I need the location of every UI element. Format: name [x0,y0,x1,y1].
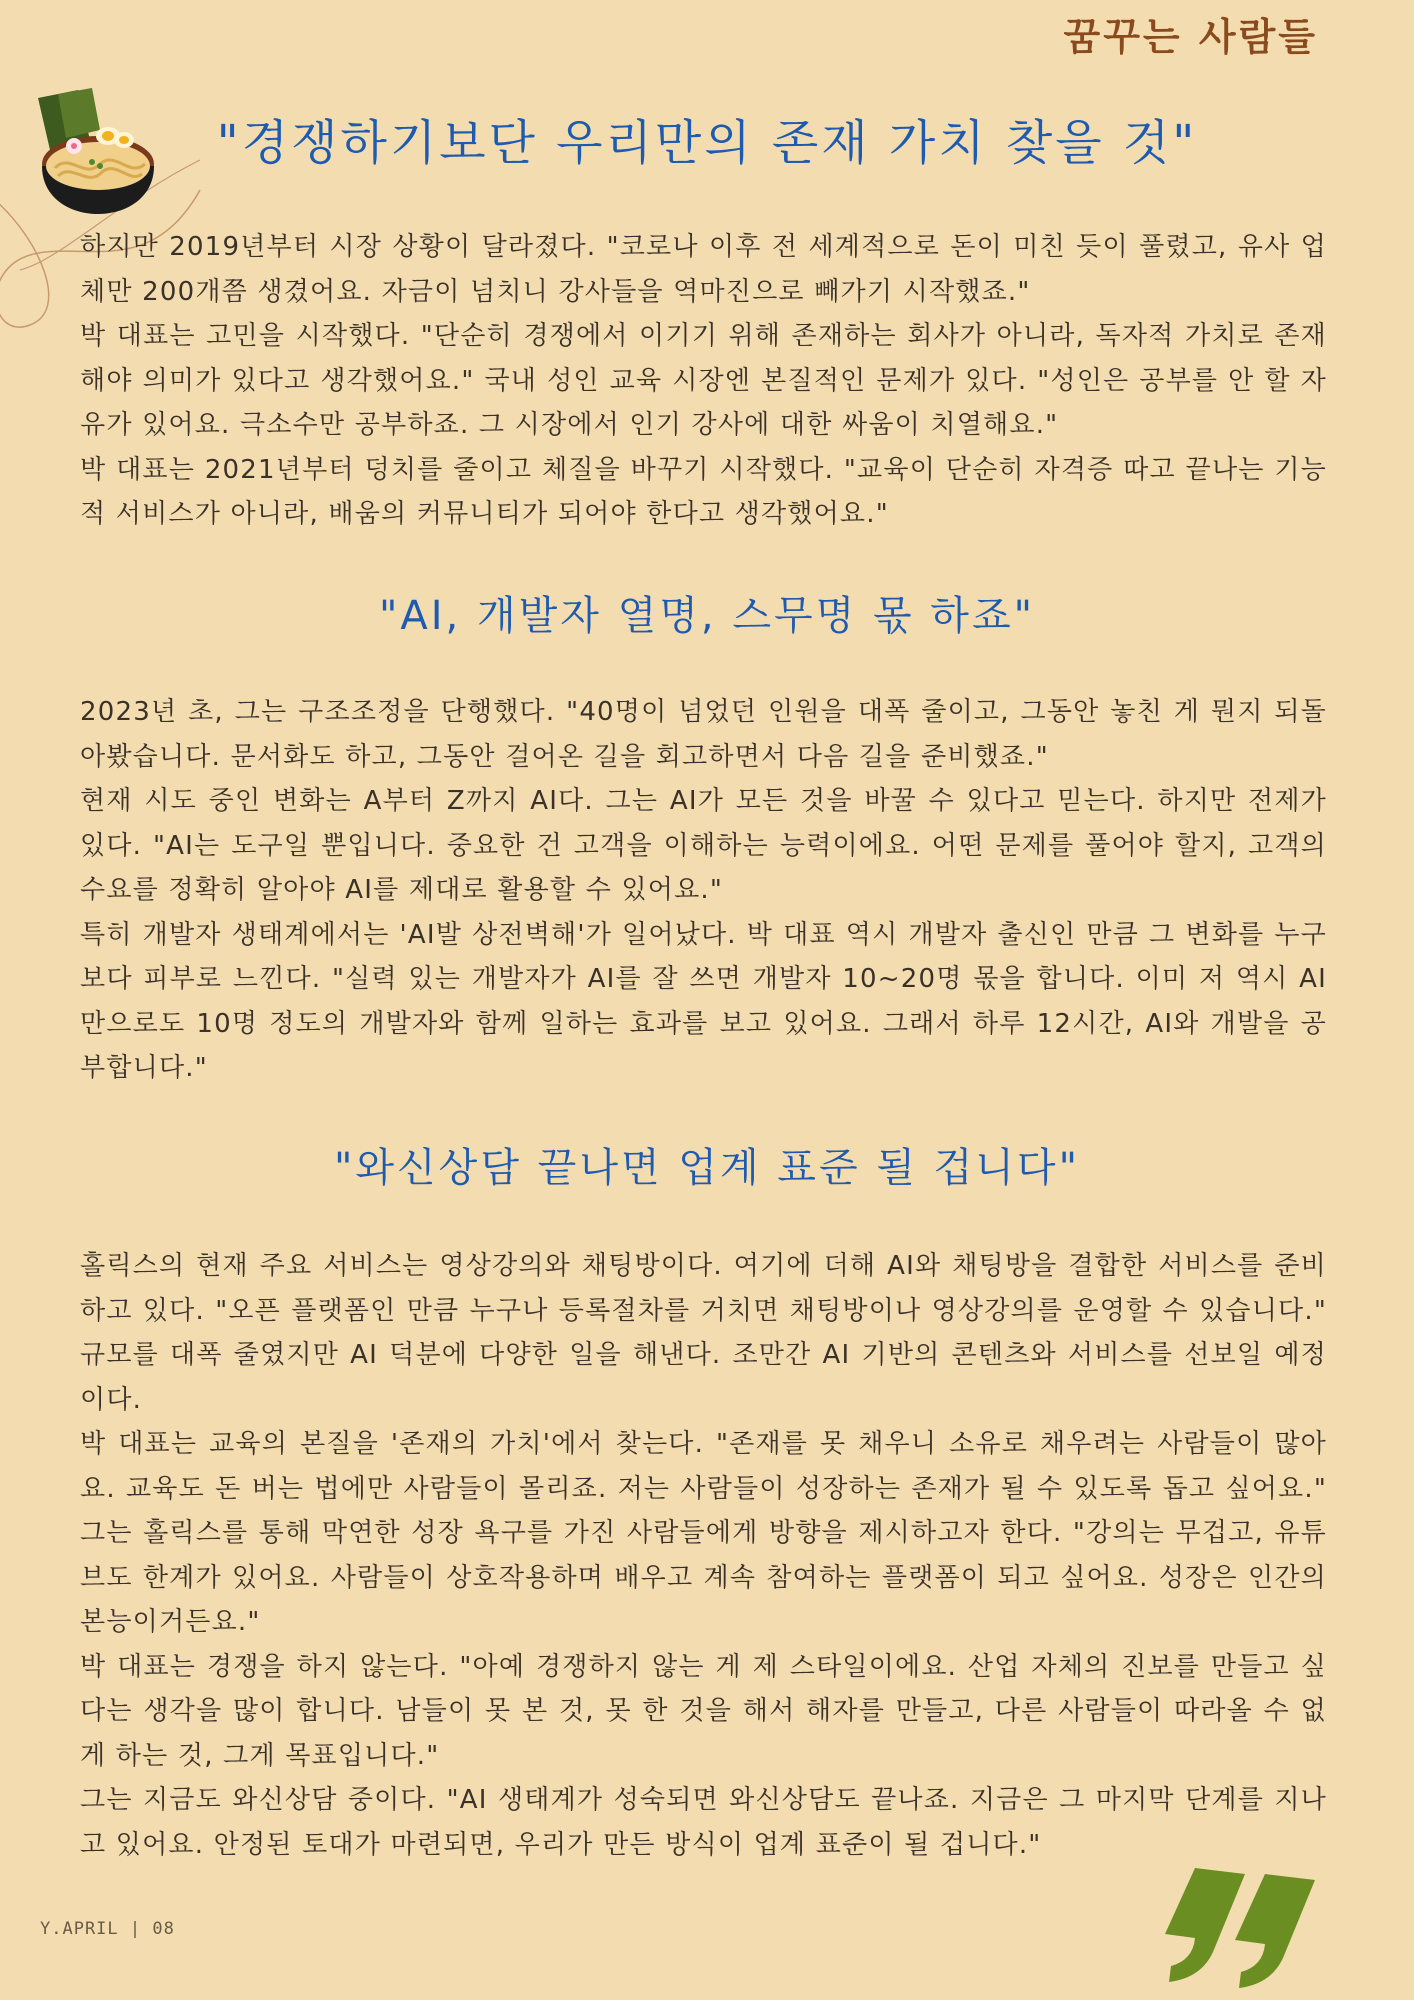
paragraph: 홀릭스의 현재 주요 서비스는 영상강의와 채팅방이다. 여기에 더해 AI와 채팅방을 결합한 서비스를 준비하고 있다. "오픈 플랫폼인 만큼 누구나 등록절차를 거치면 채팅방이나 영상강의를 운영할 수 있습니다." 규모를 대폭 줄였지만 AI 덕분에 다양한 일을 해낸다. 조만간 AI 기반의 콘텐츠와 서비스를 선보일 예정이다. [80,1251,1327,1415]
paragraph: 박 대표는 고민을 시작했다. "단순히 경쟁에서 이기기 위해 존재하는 회사가 아니라, 독자적 가치로 존재해야 의미가 있다고 생각했어요." 국내 성인 교육 시장엔 본질적인 문제가 있다. "성인은 공부를 안 할 자유가 있어요. 극소수만 공부하죠. 그 시장에서 인기 강사에 대한 싸움이 치열해요." [80,321,1327,440]
paragraph: 현재 시도 중인 변화는 A부터 Z까지 AI다. 그는 AI가 모든 것을 바꿀 수 있다고 믿는다. 하지만 전제가 있다. "AI는 도구일 뿐입니다. 중요한 건 고객을 이해하는 능력이에요. 어떤 문제를 풀어야 할지, 고객의 수요를 정확히 알아야 AI를 제대로 활용할 수 있어요." [80,786,1327,905]
section-body-3 [80,1244,1327,1867]
paragraph: 하지만 2019년부터 시장 상황이 달라졌다. "코로나 이후 전 세계적으로 돈이 미친 듯이 풀렸고, 유사 업체만 200개쯤 생겼어요. 자금이 넘치니 강사들을 역마진으로 빼가기 시작했죠." [80,232,1327,307]
closing-quote-mark-icon [1165,1868,1325,1988]
section-heading-1: "경쟁하기보단 우리만의 존재 가치 찾을 것" [216,115,1198,171]
page-footer: Y.APRIL | 08 [40,1919,175,1939]
paragraph: 박 대표는 경쟁을 하지 않는다. "아예 경쟁하지 않는 게 제 스타일이에요. 산업 자체의 진보를 만들고 싶다는 생각을 많이 합니다. 남들이 못 본 것, 못 한 것을 해서 해자를 만들고, 다른 사람들이 따라올 수 없게 하는 것, 그게 목표입니다." [80,1651,1327,1771]
paragraph: 그는 지금도 와신상담 중이다. "AI 생태계가 성숙되면 와신상담도 끝나죠. 지금은 그 마지막 단계를 지나고 있어요. 안정된 토대가 마련되면, 우리가 만든 방식이 업계 표준이 될 겁니다." [80,1785,1327,1860]
section-label: 꿈꾸는 사람들 [1063,15,1318,59]
section-body-2 [80,690,1327,1091]
paragraph: 박 대표는 2021년부터 덩치를 줄이고 체질을 바꾸기 시작했다. "교육이 단순히 자격증 따고 끝나는 기능적 서비스가 아니라, 배움의 커뮤니티가 되어야 한다고 생각했어요." [80,454,1327,529]
section-heading-2: "AI, 개발자 열명, 스무명 몫 하죠" [378,593,1035,639]
section-heading-3: "와신상담 끝나면 업계 표준 될 겁니다" [334,1145,1080,1191]
section-body-1 [80,225,1327,537]
paragraph: 2023년 초, 그는 구조조정을 단행했다. "40명이 넘었던 인원을 대폭 줄이고, 그동안 놓친 게 뭔지 되돌아봤습니다. 문서화도 하고, 그동안 걸어온 길을 회고하면서 다음 길을 준비했죠." [80,697,1327,772]
paragraph: 특히 개발자 생태계에서는 'AI발 상전벽해'가 일어났다. 박 대표 역시 개발자 출신인 만큼 그 변화를 누구보다 피부로 느낀다. "실력 있는 개발자가 AI를 잘 쓰면 개발자 10~20명 몫을 합니다. 이미 저 역시 AI만으로도 10명 정도의 개발자와 함께 일하는 효과를 보고 있어요. 그래서 하루 12시간, AI와 개발을 공부합니다." [80,919,1327,1083]
paragraph: 박 대표는 교육의 본질을 '존재의 가치'에서 찾는다. "존재를 못 채우니 소유로 채우려는 사람들이 많아요. 교육도 돈 버는 법에만 사람들이 몰리죠. 저는 사람들이 성장하는 존재가 될 수 있도록 돕고 싶어요." 그는 홀릭스를 통해 막연한 성장 욕구를 가진 사람들에게 방향을 제시하고자 한다. "강의는 무겁고, 유튜브도 한계가 있어요. 사람들이 상호작용하며 배우고 계속 참여하는 플랫폼이 되고 싶어요. 성장은 인간의 본능이거든요." [80,1429,1327,1637]
